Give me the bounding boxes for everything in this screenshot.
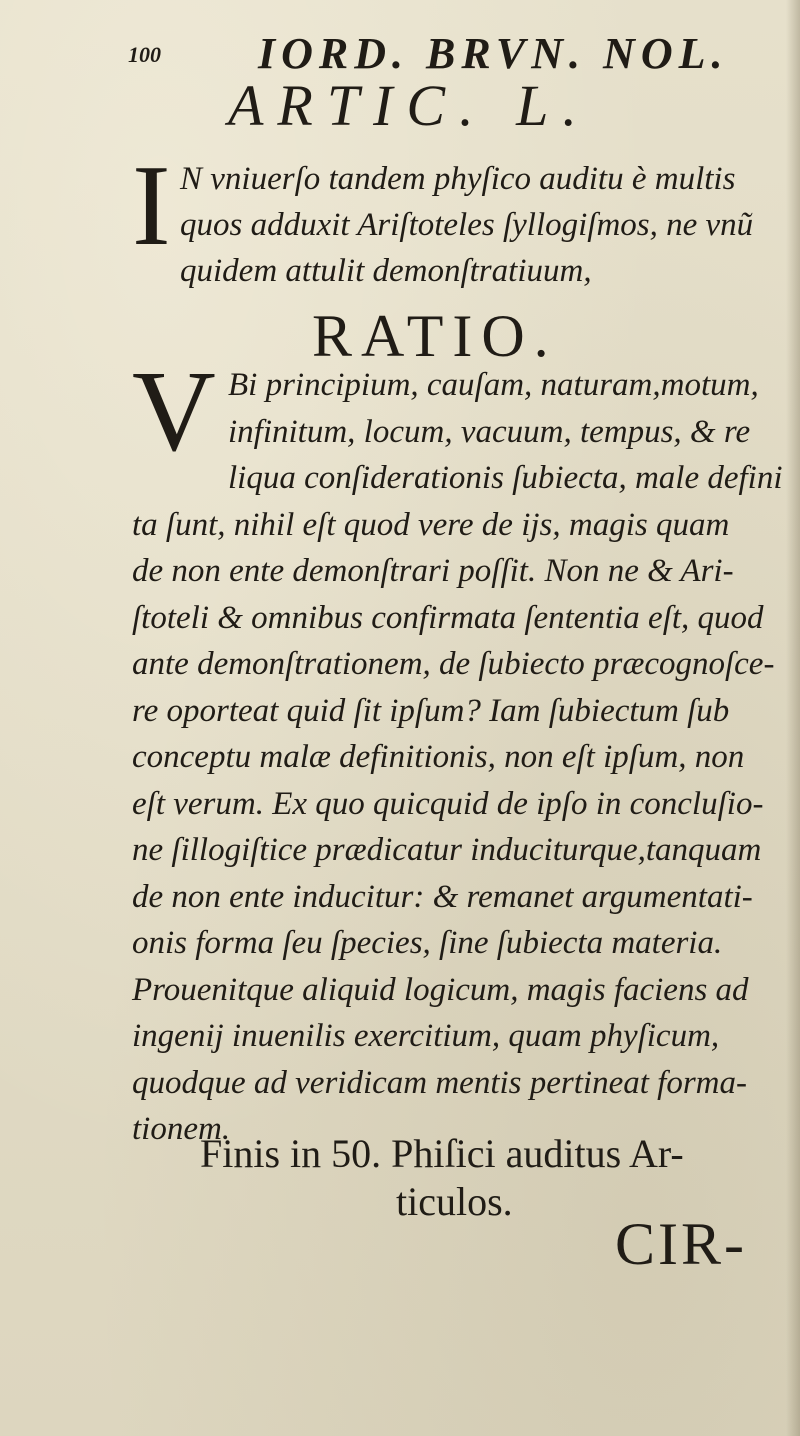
- drop-cap-v: V: [132, 348, 216, 476]
- text-line: Prouenitque aliquid logicum, magis faciens ad: [132, 971, 749, 1008]
- text-line: ne ſillogiſtice prædicatur induciturque,tanquam: [132, 832, 762, 868]
- catchword: CIR-: [615, 1211, 747, 1277]
- text-line: ingenij inuenilis exercitium, quam phyſicum,: [132, 1018, 720, 1054]
- text-line: Bi principium, cauſam, naturam,motum,: [228, 367, 759, 403]
- text-line: N vniuerſo tandem phyſico auditu è multis: [180, 161, 736, 197]
- article-heading: ARTIC. L.: [228, 73, 591, 138]
- text-line: ſtoteli & omnibus confirmata ſententia eſt, quod: [132, 599, 764, 636]
- text-line: re oporteat quid ſit ipſum? Iam ſubiectum ſub: [132, 692, 730, 729]
- closing-line-2: ticulos.: [396, 1179, 513, 1224]
- text-line: conceptu malæ definitionis, non eſt ipſum, non: [132, 739, 745, 775]
- running-title: IORD. BRVN. NOL.: [258, 29, 729, 78]
- text-line: infinitum, locum, vacuum, tempus, & re: [228, 413, 751, 450]
- page-edge-shadow: [786, 0, 800, 1436]
- text-line: liqua conſiderationis ſubiecta, male defini: [228, 460, 783, 496]
- drop-cap-i: I: [132, 142, 171, 270]
- text-line: ta ſunt, nihil eſt quod vere de ijs, magis quam: [132, 506, 730, 543]
- text-line: onis forma ſeu ſpecies, ſine ſubiecta materia.: [132, 925, 723, 961]
- text-line: quidem attulit demonſtratiuum,: [180, 253, 592, 289]
- running-head: [128, 28, 748, 78]
- section-heading: RATIO.: [312, 303, 558, 369]
- text-line: ante demonſtrationem, de ſubiecto præcognoſce-: [132, 646, 775, 682]
- closing-note: [200, 1130, 684, 1226]
- text-line: eſt verum. Ex quo quicquid de ipſo in concluſio-: [132, 785, 764, 822]
- page-number: 100: [128, 42, 161, 67]
- text-line: tionem.: [132, 1111, 231, 1147]
- text-line: quos adduxit Ariſtoteles ſyllogiſmos, ne vnũ: [180, 207, 754, 243]
- text-line: de non ente inducitur: & remanet argumentati-: [132, 878, 753, 915]
- closing-line-1: Finis in 50. Phiſici auditus Ar-: [200, 1131, 684, 1176]
- paragraph-ratio: [132, 348, 783, 1153]
- text-line: de non ente demonſtrari poſſit. Non ne & Ari-: [132, 553, 734, 589]
- text-line: quodque ad veridicam mentis pertineat forma-: [132, 1064, 747, 1101]
